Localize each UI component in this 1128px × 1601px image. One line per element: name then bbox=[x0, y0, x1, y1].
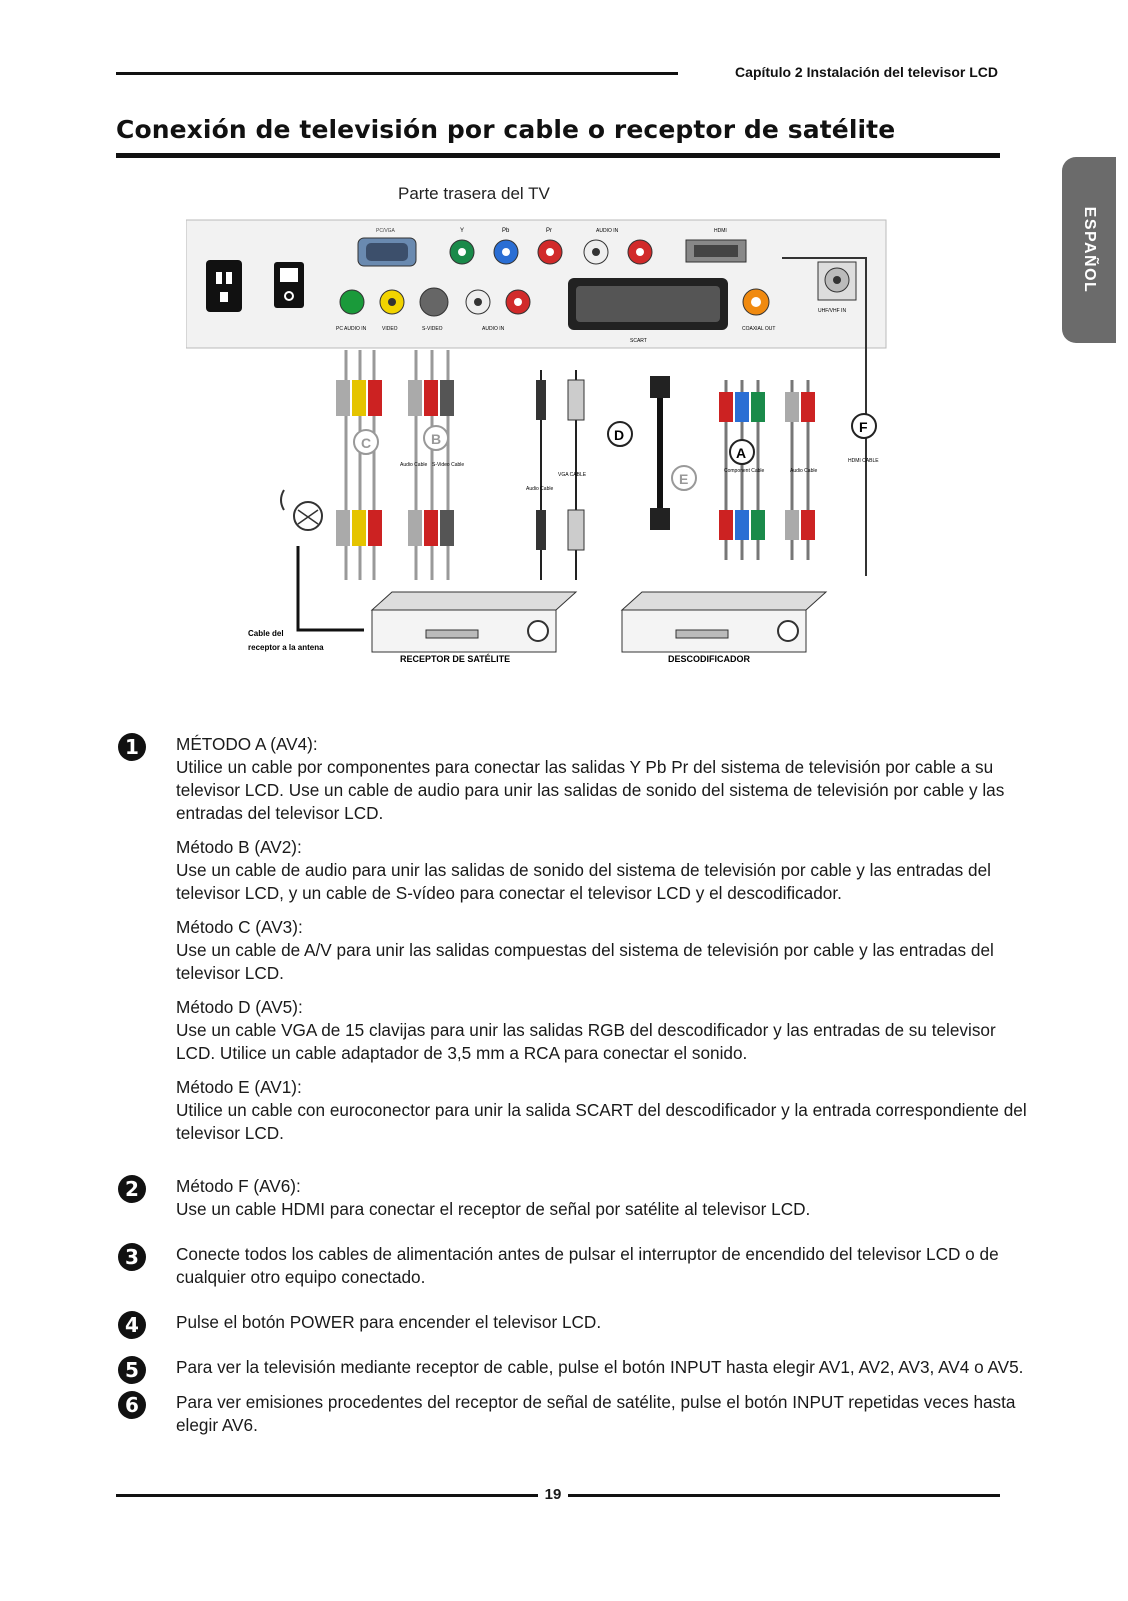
step-5 bbox=[118, 1356, 1038, 1382]
satellite-receiver-label: RECEPTOR DE SATÉLITE bbox=[400, 654, 511, 664]
step-1 bbox=[118, 733, 1038, 1145]
method-c bbox=[176, 916, 1038, 985]
method-title: Método B (AV2): bbox=[176, 837, 302, 857]
decoder-device bbox=[622, 592, 826, 652]
power-socket-icon bbox=[206, 260, 242, 312]
decoder-label: DESCODIFICADOR bbox=[668, 654, 751, 664]
method-f bbox=[176, 1175, 1038, 1221]
audio-in-2-label: AUDIO IN bbox=[482, 326, 505, 332]
cable-connectors-a bbox=[719, 392, 818, 540]
diagram-caption: Parte trasera del TV bbox=[398, 184, 550, 203]
connection-diagram bbox=[186, 180, 968, 685]
step-number: 3 bbox=[118, 1243, 146, 1271]
step-number: 2 bbox=[118, 1175, 146, 1203]
method-title: Método C (AV3): bbox=[176, 917, 303, 937]
method-text: Use un cable de A/V para unir las salidas compuestas del sistema de televisión por cable y las entradas del televisor LCD. bbox=[176, 940, 994, 983]
method-title: Método F (AV6): bbox=[176, 1176, 301, 1196]
step-text: Conecte todos los cables de alimentación antes de pulsar el interruptor de encendido del televisor LCD o de cualquier otro equipo conectado. bbox=[176, 1244, 999, 1287]
pc-audio-in-label: PC AUDIO IN bbox=[336, 326, 367, 332]
audio-in-label: AUDIO IN bbox=[596, 228, 619, 234]
method-e bbox=[176, 1076, 1038, 1145]
video-port-label: VIDEO bbox=[382, 326, 398, 332]
pb-port-label: Pb bbox=[502, 228, 510, 234]
pr-port-label: Pr bbox=[546, 228, 552, 234]
scart-port-label: SCART bbox=[630, 338, 647, 344]
step-text: Para ver emisiones procedentes del receptor de señal de satélite, pulse el botón INPUT repetidas veces hasta elegir AV6. bbox=[176, 1392, 1016, 1435]
step-number: 5 bbox=[118, 1356, 146, 1384]
method-title: Método E (AV1): bbox=[176, 1077, 302, 1097]
uhf-vhf-label: UHF/VHF IN bbox=[818, 308, 847, 314]
callout-a: A bbox=[736, 445, 747, 461]
y-port-label: Y bbox=[460, 228, 465, 234]
step-4 bbox=[118, 1311, 1038, 1337]
label-svideo-cable: S-Video Cable bbox=[432, 462, 465, 468]
method-title: Método D (AV5): bbox=[176, 997, 303, 1017]
method-d bbox=[176, 996, 1038, 1065]
title-rule bbox=[116, 153, 1000, 158]
label-audio-cable-b: Audio Cable bbox=[400, 462, 428, 468]
method-text: Use un cable de audio para unir las salidas de sonido del sistema de televisión por cable y las entradas del televisor LCD, y un cable de S-vídeo para conectar el televisor LCD y el descodificador. bbox=[176, 860, 991, 903]
coaxial-out-label: COAXIAL OUT bbox=[742, 326, 776, 332]
step-number: 6 bbox=[118, 1391, 146, 1419]
s-video-port-label: S-VIDEO bbox=[422, 326, 443, 332]
method-title: MÉTODO A (AV4): bbox=[176, 734, 318, 754]
method-a bbox=[176, 733, 1038, 825]
label-audio-cable-d: Audio Cable bbox=[526, 486, 554, 492]
callout-c: C bbox=[361, 435, 372, 451]
page-number: 19 bbox=[544, 1486, 562, 1503]
callout-e: E bbox=[679, 471, 689, 487]
vga-port-icon bbox=[358, 238, 416, 266]
vga-port-label: PC/VGA bbox=[376, 228, 395, 234]
uhf-vhf-port-icon bbox=[818, 262, 856, 300]
method-text: Utilice un cable por componentes para conectar las salidas Y Pb Pr del sistema de televisión por cable a su televisor LCD. Use un cable de audio para unir las salidas de sonido del sistema de televisión por cable y las entradas del televisor LCD. bbox=[176, 757, 1005, 823]
s-video-port-icon bbox=[420, 288, 448, 316]
label-component-cable: Component Cable bbox=[724, 468, 765, 474]
step-2 bbox=[118, 1175, 1038, 1221]
antenna-label-line-1: Cable del bbox=[248, 629, 284, 638]
step-6 bbox=[118, 1391, 1038, 1437]
method-text: Use un cable VGA de 15 clavijas para unir las salidas RGB del descodificador y las entradas de su televisor LCD. Utilice un cable adaptador de 3,5 mm a RCA para conectar el sonido. bbox=[176, 1020, 996, 1063]
satellite-dish-icon bbox=[281, 490, 322, 530]
label-hdmi-cable: HDMI CABLE bbox=[848, 458, 879, 464]
step-number: 4 bbox=[118, 1311, 146, 1339]
step-text: Para ver la televisión mediante receptor de cable, pulse el botón INPUT hasta elegir AV1, AV2, AV3, AV4 o AV5. bbox=[176, 1357, 1024, 1377]
callout-b: B bbox=[431, 431, 442, 447]
header-rule bbox=[116, 72, 678, 75]
chapter-heading: Capítulo 2 Instalación del televisor LCD bbox=[735, 64, 998, 80]
language-tab-label: ESPAÑOL bbox=[1081, 206, 1098, 294]
antenna-label-line-2: receptor a la antena bbox=[248, 643, 324, 652]
hdmi-port-label: HDMI bbox=[714, 228, 727, 234]
method-b bbox=[176, 836, 1038, 905]
footer-rule-left bbox=[116, 1494, 538, 1497]
callout-f: F bbox=[859, 419, 868, 435]
step-3 bbox=[118, 1243, 1038, 1289]
language-tab bbox=[1062, 157, 1116, 343]
method-text: Utilice un cable con euroconector para unir la salida SCART del descodificador y la entrada correspondiente del televisor LCD. bbox=[176, 1100, 1027, 1143]
scart-port-icon bbox=[568, 278, 728, 330]
label-vga-cable: VGA CABLE bbox=[558, 472, 587, 478]
footer-rule-right bbox=[568, 1494, 1000, 1497]
instruction-steps bbox=[118, 733, 1038, 1437]
label-audio-cable-a: Audio Cable bbox=[790, 468, 818, 474]
step-text: Pulse el botón POWER para encender el televisor LCD. bbox=[176, 1312, 602, 1332]
step-number: 1 bbox=[118, 733, 146, 761]
method-text: Use un cable HDMI para conectar el receptor de señal por satélite al televisor LCD. bbox=[176, 1199, 811, 1219]
pc-audio-in-port-icon bbox=[340, 290, 364, 314]
page-title: Conexión de televisión por cable o receptor de satélite bbox=[116, 115, 896, 144]
power-switch-icon bbox=[274, 262, 304, 308]
satellite-receiver-device bbox=[372, 592, 576, 652]
hdmi-port-icon bbox=[686, 240, 746, 262]
callout-d: D bbox=[614, 427, 625, 443]
